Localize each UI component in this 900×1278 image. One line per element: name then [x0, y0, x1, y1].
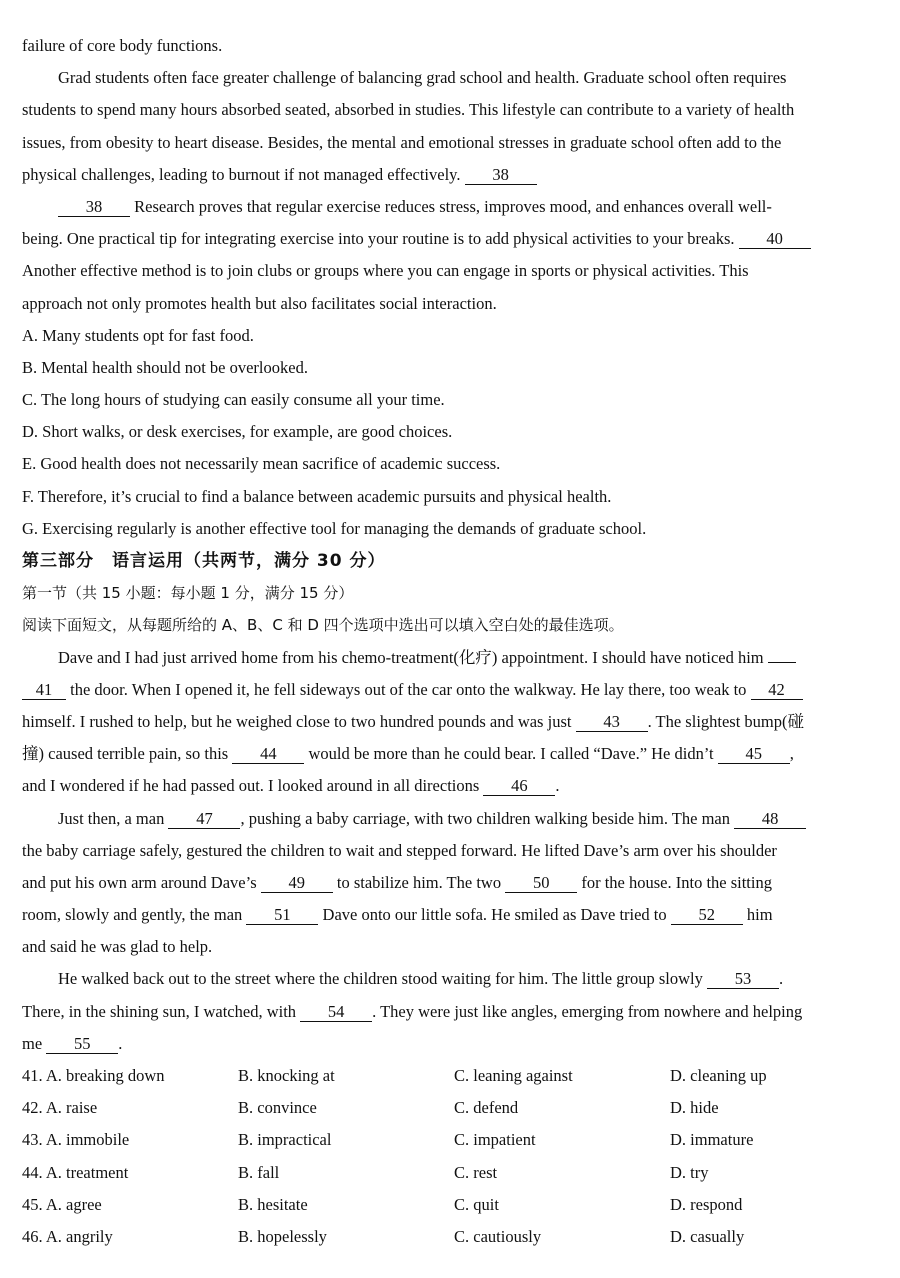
choice-b: B. impractical — [238, 1130, 332, 1150]
answer-blank-54: 54 — [300, 1003, 372, 1022]
choice-b: B. knocking at — [238, 1066, 335, 1085]
option-f: F. Therefore, it’s crucial to find a balance between academic pursuits and physical health. — [22, 486, 612, 506]
text-span: Dave onto our little sofa. He smiled as Dave tried to — [322, 905, 667, 925]
question-row — [22, 1221, 880, 1253]
text-span: . — [118, 1033, 123, 1053]
choice-c: C. cautiously — [454, 1226, 542, 1246]
option-d: D. Short walks, or desk exercises, for example, are good choices. — [22, 422, 453, 442]
text-line — [22, 706, 880, 738]
choice-c: C. defend — [454, 1098, 519, 1118]
text-span: . They were just like angles, emerging from nowhere and helping — [372, 1001, 803, 1021]
text-line: Another effective method is to join clubs or groups where you can engage in sports or physical activities. This — [22, 261, 749, 281]
choice-d: D. casually — [670, 1226, 745, 1246]
text-line: and said he was glad to help. — [22, 937, 213, 957]
text-line — [22, 770, 880, 802]
choice-d: D. cleaning up — [670, 1066, 767, 1085]
text-line — [22, 191, 880, 223]
option-b: B. Mental health should not be overlooked. — [22, 357, 308, 377]
answer-blank-47: 47 — [168, 810, 240, 829]
answer-blank-38: 38 — [58, 198, 130, 217]
text-line — [22, 674, 880, 706]
text-line — [22, 1028, 880, 1060]
text-line — [22, 223, 880, 255]
text-line — [22, 867, 880, 899]
text-span: being. One practical tip for integrating exercise into your routine is to add physical activities to your breaks. — [22, 229, 735, 249]
choice-b: B. hesitate — [238, 1194, 308, 1214]
answer-blank-44: 44 — [232, 745, 304, 764]
text-line — [22, 996, 880, 1028]
text-line: the baby carriage safely, gestured the children to wait and stepped forward. He lifted Dave’s arm over his shoulder — [22, 840, 777, 860]
answer-blank-46: 46 — [483, 777, 555, 796]
choice-c: C. quit — [454, 1194, 499, 1214]
question-row — [22, 1189, 880, 1221]
choice-c: C. impatient — [454, 1130, 536, 1150]
text-span: Dave and I had just arrived home from his chemo-treatment(化疗) appointment. I should have noticed him — [58, 647, 764, 667]
text-span: would be more than he could bear. I called “Dave.” He didn’t — [308, 744, 714, 764]
text-span: , — [789, 744, 794, 764]
question-row — [22, 1157, 880, 1189]
choice-d: D. immature — [670, 1130, 754, 1150]
choice-a: 42. A. raise — [22, 1098, 98, 1118]
question-row — [22, 1092, 880, 1124]
text-span: . The slightest bump(碰 — [647, 711, 805, 731]
text-span: himself. I rushed to help, but he weighed close to two hundred pounds and was just — [22, 711, 572, 731]
text-span: 撞) caused terrible pain, so this — [22, 744, 229, 764]
text-line: Grad students often face greater challenge of balancing grad school and health. Graduate school often requires — [58, 68, 787, 88]
choice-c: C. leaning against — [454, 1066, 573, 1085]
answer-blank-45: 45 — [718, 745, 790, 764]
choice-d: D. respond — [670, 1194, 743, 1214]
choice-a: 45. A. agree — [22, 1194, 102, 1214]
text-span: He walked back out to the street where the children stood waiting for him. The little group slowly — [58, 969, 703, 989]
answer-blank-50: 50 — [505, 874, 577, 893]
option-e: E. Good health does not necessarily mean sacrifice of academic success. — [22, 454, 501, 474]
text-line: approach not only promotes health but also facilitates social interaction. — [22, 293, 497, 313]
text-line: students to spend many hours absorbed seated, absorbed in studies. This lifestyle can contribute to a variety of health — [22, 100, 795, 120]
question-row — [22, 1060, 880, 1092]
text-span: the door. When I opened it, he fell sideways out of the car onto the walkway. He lay there, too weak to — [70, 679, 747, 699]
text-span: . — [555, 776, 560, 796]
choice-a: 46. A. angrily — [22, 1226, 113, 1246]
text-line — [22, 899, 880, 931]
text-line — [22, 642, 880, 674]
text-line — [22, 963, 880, 995]
section-heading: 第一节（共 15 小题：每小题 1 分，满分 15 分） — [22, 584, 354, 603]
answer-blank-41 — [768, 662, 796, 663]
choice-a: 43. A. immobile — [22, 1130, 130, 1150]
choice-a: 41. A. breaking down — [22, 1066, 165, 1085]
text-line: failure of core body functions. — [22, 36, 223, 55]
text-span: and put his own arm around Dave’s — [22, 872, 257, 892]
answer-blank-49: 49 — [261, 874, 333, 893]
answer-blank-52: 52 — [671, 906, 743, 925]
answer-blank-40: 40 — [739, 230, 811, 249]
instruction-text: 阅读下面短文，从每题所给的 A、B、C 和 D 四个选项中选出可以填入空白处的最佳选项。 — [22, 616, 624, 635]
text-line — [22, 738, 880, 770]
choice-d: D. hide — [670, 1098, 719, 1118]
text-line — [22, 159, 880, 191]
text-line — [22, 803, 880, 835]
answer-blank-43: 43 — [576, 713, 648, 732]
answer-blank-41: 41 — [22, 681, 66, 700]
answer-blank-55: 55 — [46, 1035, 118, 1054]
text-span: me — [22, 1033, 43, 1053]
option-a: A. Many students opt for fast food. — [22, 325, 254, 345]
text-span: , pushing a baby carriage, with two children walking beside him. The man — [240, 808, 730, 828]
answer-blank-38: 38 — [465, 166, 537, 185]
choice-d: D. try — [670, 1162, 709, 1182]
text-span: him — [746, 905, 773, 925]
text-span: physical challenges, leading to burnout if not managed effectively. — [22, 164, 461, 184]
text-span: for the house. Into the sitting — [581, 872, 772, 892]
answer-blank-51: 51 — [246, 906, 318, 925]
exam-page — [22, 30, 880, 1253]
text-span: There, in the shining sun, I watched, with — [22, 1001, 297, 1021]
choice-c: C. rest — [454, 1162, 498, 1182]
text-span: . — [779, 969, 784, 989]
option-c: C. The long hours of studying can easily consume all your time. — [22, 390, 445, 410]
part-title: 第三部分 语言运用（共两节，满分 30 分） — [22, 551, 386, 571]
text-span: and I wondered if he had passed out. I looked around in all directions — [22, 776, 480, 796]
text-span: Research proves that regular exercise reduces stress, improves mood, and enhances overall well- — [134, 196, 772, 216]
choice-b: B. hopelessly — [238, 1226, 327, 1246]
answer-blank-42: 42 — [751, 681, 803, 700]
answer-blank-48: 48 — [734, 810, 806, 829]
text-span: to stabilize him. The two — [336, 872, 502, 892]
answer-blank-53: 53 — [707, 970, 779, 989]
option-g: G. Exercising regularly is another effective tool for managing the demands of graduate school. — [22, 518, 647, 538]
choice-b: B. convince — [238, 1098, 317, 1118]
text-span: room, slowly and gently, the man — [22, 905, 243, 925]
question-row — [22, 1124, 880, 1156]
choice-a: 44. A. treatment — [22, 1162, 129, 1182]
choice-b: B. fall — [238, 1162, 280, 1182]
text-span: Just then, a man — [58, 808, 165, 828]
text-line: issues, from obesity to heart disease. Besides, the mental and emotional stresses in graduate school often add to the — [22, 132, 782, 152]
